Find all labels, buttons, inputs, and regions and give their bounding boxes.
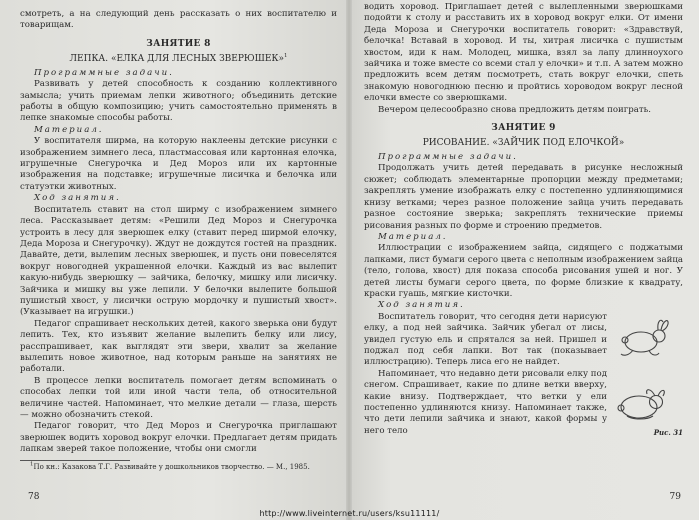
paragraph-1-9: Воспитатель говорит, что сегодня дети нарисуют елку, а под ней зайчика. Зайчик убегал от лисы, увидел густую ель и спрятался за ней. Пришел и поджал под себя лапки. Вот так (показывает иллюстрацию). Теперь лиса его не найдет.: [364, 311, 607, 368]
material-heading-9: Материал.: [378, 231, 448, 242]
page-number-right: 79: [669, 492, 681, 502]
paragraph-1: Воспитатель ставит на стол ширму с изображением зимнего леса. Рассказывает детям: «Решили Дед Мороз и Снегурочка устроить в лесу для зверюшек елку (ставит перед ширмой елочку, Деда Мороза и Снегурочку). Ждут не дождутся гостей на праздник. Давайте, дети, вылепим лесных зверюшек, и пусть они повеселятся вокруг новогодней украшенной елочки. Каждый из вас вылепит какую-нибудь зверюшку — зайчика, белочку, мишку или лисичку. Зайчика и мишку вы уже лепили. У белочки вылепите большой пушистый хвост, у лисички острую мордочку и пушистый хвост». (Указывает на игрушки.): [20, 204, 337, 318]
program-text-9: Продолжать учить детей передавать в рисунке несложный сюжет; соблюдать элементарные пропорции между предметами; закреплять умение изображать елку с постепенно удлиняющимися книзу ветками; через разное положение зайца учить передавать разное состояние зверька; закреплять технические приемы рисования разных по форме и строению предметов.: [364, 163, 683, 231]
lesson-8-title: ЗАНЯТИЕ 8: [146, 38, 211, 49]
footnote: [20, 463, 337, 472]
process-heading-9: Ход занятия.: [378, 300, 465, 311]
book-gutter: [346, 0, 352, 520]
paragraph-3: В процессе лепки воспитатель помогает детям вспоминать о способах лепки той или иной части тела, об относительной величине частей. Напоминает, что мелкие детали — глаза, шерсть — можно обозначить стекой.: [20, 375, 337, 420]
program-heading-9: Программные задачи.: [378, 152, 518, 163]
material-text-9: Иллюстрации с изображением зайца, сидящего с поджатыми лапками, лист бумаги серого цвета с неполным изображением зайца (тело, голова, хвост) для показа способа рисования ушей и ног. У детей листы бумаги серого цвета, по форме близкие к квадрату, краски гуашь, мягкие кисточки.: [364, 243, 683, 299]
figure-31: [611, 312, 683, 446]
paragraph-2: Педагог спрашивает нескольких детей, какого зверька они будут лепить. Тех, кто изъявит желание вылепить белку или лису, расспрашивает, как выглядят эти звери, хвалит за желание вылепить новое животное, над которым раньше на занятиях не работали.: [20, 318, 337, 375]
watermark-url: http://www.liveinternet.ru/users/ksu11111/: [259, 509, 440, 518]
lesson-9-title: ЗАНЯТИЕ 9: [491, 123, 556, 134]
footnote-marker: 1: [283, 52, 288, 59]
evening-text: Вечером целесообразно снова предложить детям поиграть.: [378, 104, 652, 115]
material-text: У воспитателя ширма, на которую наклеены детские рисунки с изображением зимнего леса, пластмассовая или картонная елочка, игрушечные Снегурочка и Дед Мороз или их картонные изображения на подставке; игрушечные лисичка и белочка или статуэтки животных.: [20, 136, 337, 192]
continued-text: водить хоровод. Приглашает детей с вылепленными зверюшками подойти к столу и расставить их в хоровод вокруг елки. От имени Деда Мороза и Снегурочки воспитатель говорит: «Здравствуй, белочка! Вставай в хоровод. И ты, хитрая лисичка с пушистым хвостом, иди к нам. Молодец, мишка, взял за лапу длинноухого зайчика и тоже вместе со всеми стал у елочки» и т.п. А затем можно предложить всем детям посмотреть, стать вокруг елочки, спеть знакомую новогоднюю песню и пройтись хороводом вокруг лесной елочки вместе со зверюшками.: [364, 2, 683, 104]
lesson-8-subtitle: [20, 53, 337, 65]
program-heading: Программные задачи.: [34, 67, 174, 78]
lesson-8-subtitle-text: ЛЕПКА. «ЕЛКА ДЛЯ ЛЕСНЫХ ЗВЕРЮШЕК»: [69, 53, 284, 64]
page-number-left: 78: [28, 492, 40, 502]
footnote-text: По кн.: Казакова Т.Г. Развивайте у дошкольников творчество. — М., 1985.: [33, 462, 310, 471]
lesson-9-subtitle: РИСОВАНИЕ. «ЗАЙЧИК ПОД ЕЛОЧКОЙ»: [422, 138, 625, 149]
process-heading: Ход занятия.: [34, 193, 121, 204]
material-heading: Материал.: [34, 124, 104, 135]
figure-caption: Рис. 31: [653, 428, 683, 438]
footnote-number: 1: [30, 461, 34, 468]
footnote-rule: [20, 460, 130, 461]
left-page: [0, 0, 349, 520]
paragraph-4: Педагог говорит, что Дед Мороз и Снегурочка приглашают зверюшек водить хоровод вокруг елочки. Предлагает детям придать лапкам зверей такое положение, чтобы они смогли: [20, 421, 337, 455]
illustrated-section: [364, 312, 683, 437]
right-page: [349, 0, 699, 520]
program-text: Развивать у детей способность к созданию коллективного замысла; учить приемам лепки животного; объединить детские работы в общую композицию; учить самостоятельно применять в лепке знакомые способы работы.: [20, 79, 337, 124]
intro-text: смотреть, а на следующий день рассказать о них воспитателю и товарищам.: [20, 9, 337, 31]
paragraph-2-9: Напоминает, что недавно дети рисовали елку под снегом. Спрашивает, какие по длине ветки вверху, какие внизу. Подтверждает, что ветки у ели постепенно удлиняются книзу. Напоминает также, что дети лепили зайчика и знают, какой формы у него тело: [364, 368, 607, 436]
rabbit-illustration-icon: [611, 312, 683, 442]
